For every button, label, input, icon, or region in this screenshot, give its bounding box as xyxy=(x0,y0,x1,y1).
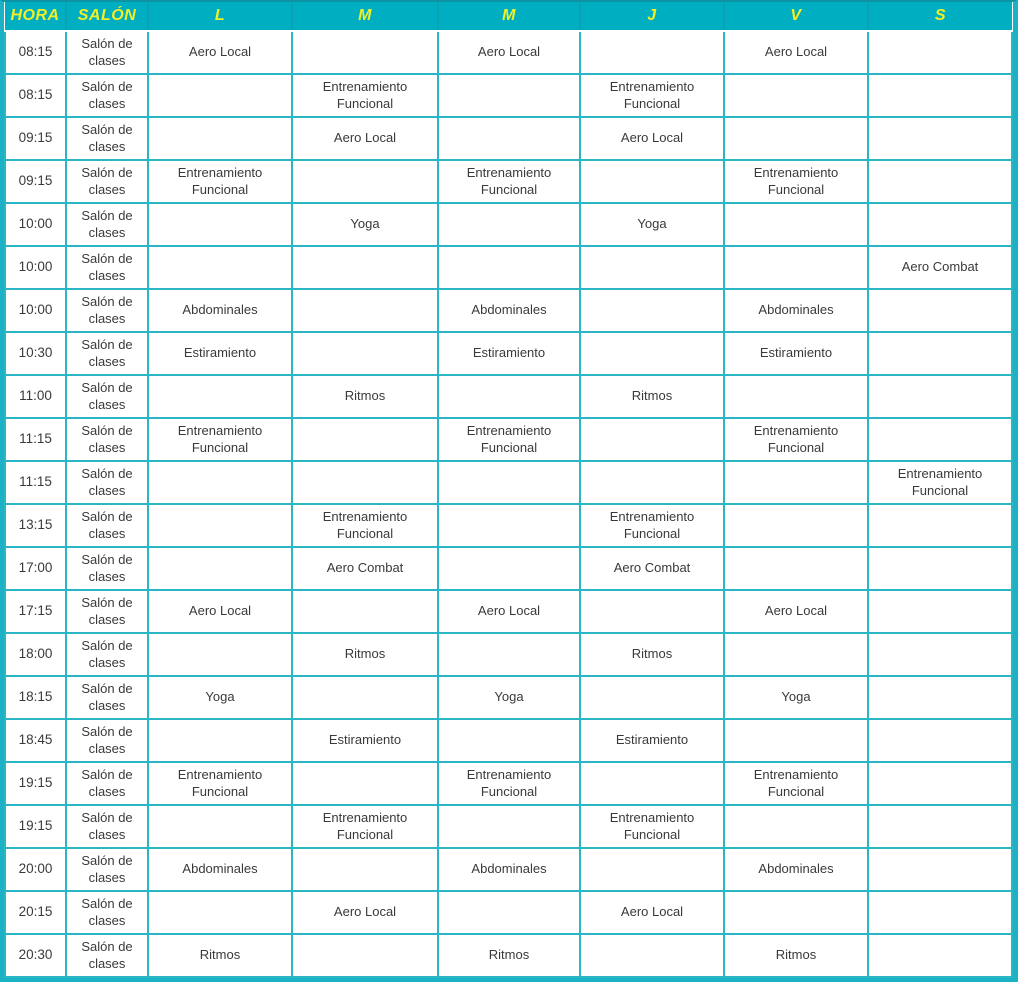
class-cell xyxy=(580,934,724,977)
class-cell: Abdominales xyxy=(724,848,868,891)
class-cell: Aero Local xyxy=(292,117,438,160)
class-cell: Aero Local xyxy=(148,31,292,74)
class-cell xyxy=(868,74,1012,117)
class-cell: Ritmos xyxy=(580,375,724,418)
class-cell xyxy=(292,848,438,891)
schedule-row xyxy=(5,805,1012,848)
room-cell: Salón de clases xyxy=(66,246,148,289)
class-cell: Entrenamiento Funcional xyxy=(438,160,580,203)
room-cell: Salón de clases xyxy=(66,762,148,805)
time-cell: 10:00 xyxy=(5,246,66,289)
room-cell: Salón de clases xyxy=(66,891,148,934)
class-cell: Aero Local xyxy=(580,117,724,160)
class-cell: Aero Local xyxy=(724,590,868,633)
class-cell xyxy=(868,332,1012,375)
class-cell: Yoga xyxy=(148,676,292,719)
class-cell: Aero Local xyxy=(580,891,724,934)
class-cell xyxy=(580,289,724,332)
schedule-row xyxy=(5,934,1012,977)
class-cell: Aero Combat xyxy=(580,547,724,590)
room-cell: Salón de clases xyxy=(66,74,148,117)
class-cell xyxy=(292,418,438,461)
class-cell: Entrenamiento Funcional xyxy=(148,762,292,805)
time-cell: 18:00 xyxy=(5,633,66,676)
column-header-l: L xyxy=(148,2,292,31)
schedule-table xyxy=(4,2,1013,978)
schedule-row xyxy=(5,762,1012,805)
class-cell xyxy=(438,504,580,547)
class-cell xyxy=(292,289,438,332)
class-cell: Abdominales xyxy=(724,289,868,332)
room-cell: Salón de clases xyxy=(66,332,148,375)
time-cell: 10:00 xyxy=(5,289,66,332)
class-cell xyxy=(292,676,438,719)
class-cell xyxy=(580,246,724,289)
class-cell: Aero Local xyxy=(148,590,292,633)
time-cell: 11:00 xyxy=(5,375,66,418)
time-cell: 10:00 xyxy=(5,203,66,246)
class-cell xyxy=(148,461,292,504)
class-cell: Estiramiento xyxy=(438,332,580,375)
room-cell: Salón de clases xyxy=(66,160,148,203)
class-cell xyxy=(148,719,292,762)
schedule-row xyxy=(5,547,1012,590)
time-cell: 10:30 xyxy=(5,332,66,375)
class-cell xyxy=(292,762,438,805)
room-cell: Salón de clases xyxy=(66,805,148,848)
class-cell xyxy=(148,633,292,676)
room-cell: Salón de clases xyxy=(66,504,148,547)
schedule-row xyxy=(5,504,1012,547)
class-cell: Estiramiento xyxy=(292,719,438,762)
class-cell xyxy=(292,332,438,375)
class-cell: Estiramiento xyxy=(724,332,868,375)
class-cell xyxy=(724,633,868,676)
class-cell xyxy=(438,461,580,504)
schedule-row xyxy=(5,160,1012,203)
schedule-row xyxy=(5,676,1012,719)
class-cell: Estiramiento xyxy=(148,332,292,375)
schedule-row xyxy=(5,633,1012,676)
class-cell xyxy=(580,676,724,719)
class-cell: Entrenamiento Funcional xyxy=(438,762,580,805)
class-cell xyxy=(148,203,292,246)
class-cell: Abdominales xyxy=(148,289,292,332)
schedule-row xyxy=(5,332,1012,375)
class-cell xyxy=(148,375,292,418)
class-cell xyxy=(868,676,1012,719)
time-cell: 17:15 xyxy=(5,590,66,633)
class-cell xyxy=(724,805,868,848)
class-cell xyxy=(868,547,1012,590)
class-cell xyxy=(868,848,1012,891)
schedule-header xyxy=(5,2,1012,31)
class-cell xyxy=(292,246,438,289)
class-cell xyxy=(580,762,724,805)
time-cell: 20:30 xyxy=(5,934,66,977)
schedule-row xyxy=(5,590,1012,633)
class-cell: Yoga xyxy=(724,676,868,719)
class-cell xyxy=(292,590,438,633)
room-cell: Salón de clases xyxy=(66,289,148,332)
class-cell xyxy=(438,633,580,676)
schedule-body xyxy=(5,31,1012,977)
class-cell xyxy=(148,74,292,117)
class-cell xyxy=(868,504,1012,547)
class-cell xyxy=(868,762,1012,805)
class-cell xyxy=(438,375,580,418)
column-header-v: V xyxy=(724,2,868,31)
class-cell: Ritmos xyxy=(438,934,580,977)
class-cell xyxy=(148,805,292,848)
class-cell xyxy=(580,590,724,633)
class-cell: Ritmos xyxy=(148,934,292,977)
schedule-row xyxy=(5,289,1012,332)
class-cell xyxy=(868,375,1012,418)
class-cell: Yoga xyxy=(438,676,580,719)
time-cell: 13:15 xyxy=(5,504,66,547)
class-cell xyxy=(292,934,438,977)
time-cell: 18:45 xyxy=(5,719,66,762)
class-cell: Abdominales xyxy=(148,848,292,891)
class-cell xyxy=(438,203,580,246)
class-cell xyxy=(868,590,1012,633)
class-cell xyxy=(724,461,868,504)
class-cell xyxy=(580,461,724,504)
column-header-hora: HORA xyxy=(5,2,66,31)
class-cell: Aero Local xyxy=(292,891,438,934)
time-cell: 17:00 xyxy=(5,547,66,590)
room-cell: Salón de clases xyxy=(66,719,148,762)
class-cell: Entrenamiento Funcional xyxy=(724,160,868,203)
room-cell: Salón de clases xyxy=(66,633,148,676)
schedule-row xyxy=(5,719,1012,762)
time-cell: 11:15 xyxy=(5,418,66,461)
time-cell: 20:00 xyxy=(5,848,66,891)
class-cell: Entrenamiento Funcional xyxy=(292,805,438,848)
class-cell: Entrenamiento Funcional xyxy=(724,762,868,805)
class-cell: Entrenamiento Funcional xyxy=(438,418,580,461)
class-cell xyxy=(438,74,580,117)
class-cell xyxy=(148,246,292,289)
column-header-j: J xyxy=(580,2,724,31)
class-cell: Aero Local xyxy=(438,31,580,74)
class-cell xyxy=(868,805,1012,848)
schedule-row xyxy=(5,461,1012,504)
class-cell: Ritmos xyxy=(292,375,438,418)
class-cell xyxy=(580,332,724,375)
class-cell xyxy=(724,246,868,289)
room-cell: Salón de clases xyxy=(66,461,148,504)
class-cell: Yoga xyxy=(292,203,438,246)
room-cell: Salón de clases xyxy=(66,676,148,719)
class-cell xyxy=(868,719,1012,762)
class-cell xyxy=(292,160,438,203)
class-cell xyxy=(724,117,868,160)
class-cell xyxy=(868,203,1012,246)
class-cell: Entrenamiento Funcional xyxy=(580,504,724,547)
time-cell: 11:15 xyxy=(5,461,66,504)
header-row xyxy=(5,2,1012,31)
schedule-row xyxy=(5,418,1012,461)
schedule-row xyxy=(5,117,1012,160)
room-cell: Salón de clases xyxy=(66,590,148,633)
time-cell: 09:15 xyxy=(5,160,66,203)
class-cell xyxy=(868,418,1012,461)
class-cell: Entrenamiento Funcional xyxy=(292,504,438,547)
column-header-s: S xyxy=(868,2,1012,31)
class-cell xyxy=(438,117,580,160)
class-cell xyxy=(580,848,724,891)
class-cell: Aero Combat xyxy=(292,547,438,590)
schedule-row xyxy=(5,375,1012,418)
schedule-row xyxy=(5,891,1012,934)
class-cell xyxy=(580,418,724,461)
class-cell xyxy=(868,891,1012,934)
class-cell xyxy=(868,633,1012,676)
class-cell xyxy=(438,246,580,289)
schedule-row xyxy=(5,74,1012,117)
room-cell: Salón de clases xyxy=(66,31,148,74)
class-cell xyxy=(724,203,868,246)
time-cell: 20:15 xyxy=(5,891,66,934)
class-cell xyxy=(724,74,868,117)
time-cell: 18:15 xyxy=(5,676,66,719)
column-header-salon: SALÓN xyxy=(66,2,148,31)
class-cell xyxy=(292,31,438,74)
time-cell: 19:15 xyxy=(5,805,66,848)
class-cell xyxy=(868,117,1012,160)
class-cell: Entrenamiento Funcional xyxy=(580,74,724,117)
class-cell: Entrenamiento Funcional xyxy=(148,160,292,203)
class-cell xyxy=(292,461,438,504)
class-cell xyxy=(868,934,1012,977)
class-cell xyxy=(148,547,292,590)
class-cell xyxy=(438,719,580,762)
room-cell: Salón de clases xyxy=(66,375,148,418)
schedule-row xyxy=(5,31,1012,74)
time-cell: 09:15 xyxy=(5,117,66,160)
class-cell xyxy=(148,117,292,160)
class-cell: Entrenamiento Funcional xyxy=(148,418,292,461)
schedule-row xyxy=(5,203,1012,246)
class-cell xyxy=(438,805,580,848)
class-cell: Entrenamiento Funcional xyxy=(724,418,868,461)
class-cell xyxy=(724,375,868,418)
class-cell: Aero Local xyxy=(438,590,580,633)
room-cell: Salón de clases xyxy=(66,934,148,977)
class-cell xyxy=(868,160,1012,203)
time-cell: 19:15 xyxy=(5,762,66,805)
schedule-row xyxy=(5,246,1012,289)
room-cell: Salón de clases xyxy=(66,203,148,246)
class-cell xyxy=(868,289,1012,332)
class-cell xyxy=(580,31,724,74)
time-cell: 08:15 xyxy=(5,31,66,74)
class-cell xyxy=(724,891,868,934)
room-cell: Salón de clases xyxy=(66,117,148,160)
class-cell xyxy=(148,891,292,934)
class-cell xyxy=(148,504,292,547)
class-cell: Ritmos xyxy=(724,934,868,977)
class-cell: Ritmos xyxy=(292,633,438,676)
class-cell: Abdominales xyxy=(438,289,580,332)
column-header-m1: M xyxy=(292,2,438,31)
room-cell: Salón de clases xyxy=(66,848,148,891)
room-cell: Salón de clases xyxy=(66,418,148,461)
class-cell: Yoga xyxy=(580,203,724,246)
class-cell: Entrenamiento Funcional xyxy=(580,805,724,848)
class-cell: Estiramiento xyxy=(580,719,724,762)
class-cell xyxy=(438,891,580,934)
class-cell: Ritmos xyxy=(580,633,724,676)
class-cell xyxy=(724,504,868,547)
column-header-m2: M xyxy=(438,2,580,31)
class-cell xyxy=(724,719,868,762)
class-cell: Abdominales xyxy=(438,848,580,891)
class-cell xyxy=(580,160,724,203)
class-cell xyxy=(438,547,580,590)
time-cell: 08:15 xyxy=(5,74,66,117)
class-cell xyxy=(868,31,1012,74)
class-cell: Aero Local xyxy=(724,31,868,74)
schedule-row xyxy=(5,848,1012,891)
class-cell: Aero Combat xyxy=(868,246,1012,289)
room-cell: Salón de clases xyxy=(66,547,148,590)
class-cell xyxy=(724,547,868,590)
class-cell: Entrenamiento Funcional xyxy=(292,74,438,117)
class-cell: Entrenamiento Funcional xyxy=(868,461,1012,504)
